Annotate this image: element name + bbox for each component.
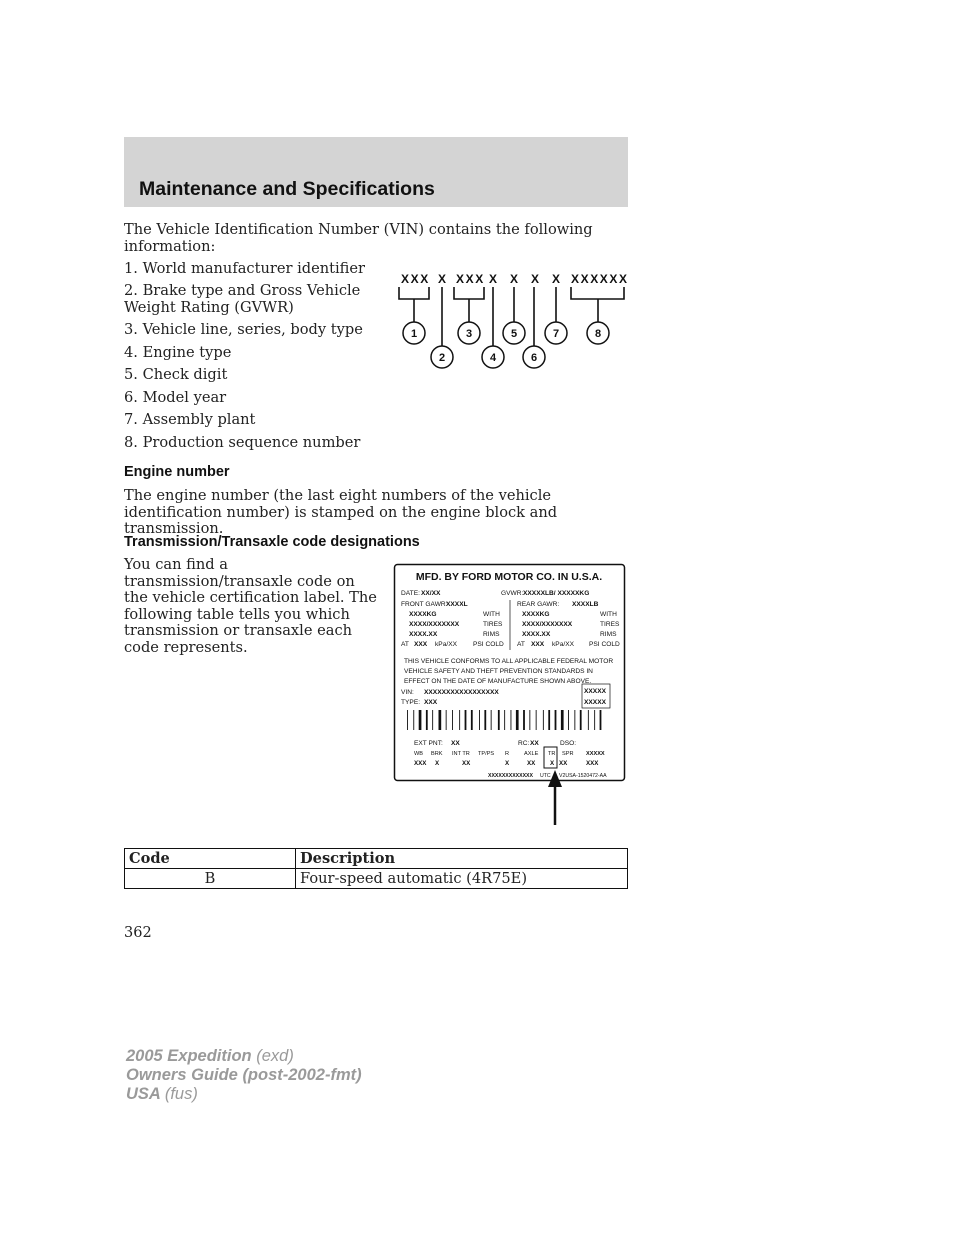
label-value: XXXXL bbox=[446, 601, 468, 608]
vin-list-item: 6. Model year bbox=[124, 389, 227, 406]
barcode-bar bbox=[413, 710, 414, 730]
footer-market: USA bbox=[126, 1085, 161, 1103]
vin-group: X bbox=[489, 272, 499, 286]
label-text: AT bbox=[401, 641, 409, 648]
barcode-bar bbox=[548, 710, 550, 730]
vin-intro: The Vehicle Identification Number (VIN) contains the following information: bbox=[124, 221, 593, 255]
footer-line bbox=[126, 1085, 198, 1104]
engine-text: The engine number (the last eight numbers of the vehicle identification number) is stamped on the engine block and transmission. bbox=[124, 487, 558, 537]
barcode-bar bbox=[580, 710, 582, 730]
label-value: XXXXXXXXXXXXX bbox=[488, 773, 533, 779]
label-value: XXXX.XX bbox=[522, 631, 551, 638]
label-text: TYPE: bbox=[401, 699, 421, 706]
barcode-bar bbox=[543, 710, 544, 730]
label-text: UTC bbox=[540, 773, 551, 779]
label-text: TP/PS bbox=[478, 751, 495, 757]
label-text: kPa/XX bbox=[552, 641, 574, 648]
label-text: RC: bbox=[518, 740, 530, 747]
label-value: XXX bbox=[586, 760, 599, 767]
barcode-bar bbox=[536, 710, 537, 730]
label-text: GVWR: bbox=[501, 590, 524, 597]
label-text: EXT PNT: bbox=[414, 740, 443, 747]
label-text: VEHICLE SAFETY AND THEFT PREVENTION STANDARDS IN bbox=[404, 668, 593, 675]
callout-number: 4 bbox=[489, 352, 497, 364]
label-text: R bbox=[505, 751, 510, 757]
barcode-bar bbox=[561, 710, 564, 730]
transmission-heading: Transmission/Transaxle code designations bbox=[124, 534, 420, 550]
transmission-text: You can find a transmission/transaxle code on the vehicle certification label. The following table tells you which transmission or transaxle each code represents. bbox=[124, 556, 377, 656]
footer-line bbox=[126, 1047, 294, 1066]
label-text: INT TR bbox=[452, 751, 470, 757]
vin-group: XXXXXX bbox=[571, 272, 629, 286]
vin-group: X bbox=[531, 272, 541, 286]
column-header-code: Code bbox=[125, 849, 296, 869]
callout-number: 3 bbox=[465, 328, 473, 340]
vin-diagram bbox=[392, 268, 632, 372]
vin-group: X bbox=[552, 272, 562, 286]
table-cell-description: Four-speed automatic (4R75E) bbox=[296, 869, 628, 889]
barcode-bar bbox=[568, 710, 569, 730]
label-text: TR bbox=[548, 751, 556, 757]
barcode-bar bbox=[471, 710, 473, 730]
label-value: XXXXX bbox=[584, 699, 606, 706]
barcode-bar bbox=[511, 710, 512, 730]
footer-model-code: (exd) bbox=[256, 1047, 294, 1065]
vin-list-item: 1. World manufacturer identifier bbox=[124, 260, 366, 277]
label-value: X bbox=[435, 760, 440, 767]
label-value: XXXXXLB/ XXXXXKG bbox=[523, 590, 590, 597]
label-value: XXXXX bbox=[584, 688, 606, 695]
label-value: XXXXKG bbox=[409, 611, 437, 618]
label-text: WB bbox=[414, 751, 424, 757]
callout-number: 6 bbox=[530, 352, 538, 364]
label-value: XXXXLB bbox=[572, 601, 599, 608]
label-value: XX bbox=[530, 740, 539, 747]
label-value: XXX bbox=[531, 641, 545, 648]
table-row bbox=[125, 869, 628, 889]
callout-number: 8 bbox=[594, 328, 602, 340]
label-text: SPR bbox=[562, 751, 574, 757]
label-text: RIMS bbox=[600, 631, 617, 638]
vin-group: X bbox=[510, 272, 520, 286]
vin-list-item: 4. Engine type bbox=[124, 344, 232, 361]
engine-heading: Engine number bbox=[124, 464, 230, 480]
callout-number: 5 bbox=[510, 328, 518, 340]
label-title: MFD. BY FORD MOTOR CO. IN U.S.A. bbox=[415, 571, 603, 583]
barcode-bar bbox=[452, 710, 453, 730]
callout-number: 1 bbox=[410, 328, 418, 340]
barcode-bar bbox=[504, 710, 505, 730]
column-header-description: Description bbox=[296, 849, 628, 869]
footer-market-code: (fus) bbox=[164, 1085, 198, 1103]
barcode-bar bbox=[407, 710, 408, 730]
label-text: AXLE bbox=[524, 751, 539, 757]
barcode-bar bbox=[594, 710, 595, 730]
vin-list-item: 3. Vehicle line, series, body type bbox=[124, 321, 363, 338]
table-cell-code: B bbox=[125, 869, 296, 889]
label-value: XXXX/XXXXXXX bbox=[522, 621, 573, 628]
barcode-bar bbox=[419, 710, 422, 730]
vin-list-item: 7. Assembly plant bbox=[124, 411, 256, 428]
label-value: XX bbox=[527, 760, 536, 767]
label-text: WITH bbox=[600, 611, 617, 618]
label-value: XXXXX bbox=[586, 751, 605, 757]
label-value: XX bbox=[462, 760, 471, 767]
certification-label bbox=[393, 563, 629, 828]
barcode-bar bbox=[479, 710, 480, 730]
label-text: THIS VEHICLE CONFORMS TO ALL APPLICABLE FEDERAL MOTOR bbox=[404, 658, 614, 665]
barcode-bar bbox=[484, 710, 486, 730]
barcode-bar bbox=[491, 710, 492, 730]
callout-number: 7 bbox=[552, 328, 560, 340]
label-value: X bbox=[550, 760, 555, 767]
barcode-bar bbox=[529, 710, 530, 730]
label-text: WITH bbox=[483, 611, 500, 618]
barcode-bar bbox=[426, 710, 428, 730]
barcode-bar bbox=[459, 710, 460, 730]
label-text: TIRES bbox=[483, 621, 503, 628]
barcode-bar bbox=[588, 710, 589, 730]
label-text: DSO: bbox=[560, 740, 577, 747]
label-value: XXXX.XX bbox=[409, 631, 438, 638]
label-text: PSI COLD bbox=[473, 641, 504, 648]
footer-guide: Owners Guide (post-2002-fmt) bbox=[126, 1066, 362, 1084]
label-text: AT bbox=[517, 641, 525, 648]
barcode-bar bbox=[600, 710, 602, 730]
barcode-bar bbox=[498, 710, 500, 730]
label-text: RIMS bbox=[483, 631, 500, 638]
label-text: EFFECT ON THE DATE OF MANUFACTURE SHOWN ABOVE. bbox=[404, 678, 592, 685]
label-text: FRONT GAWR: bbox=[401, 601, 448, 608]
vin-list-item: 8. Production sequence number bbox=[124, 434, 361, 451]
label-value: XX bbox=[451, 740, 460, 747]
barcode-bar bbox=[516, 710, 519, 730]
footer-line bbox=[126, 1066, 362, 1085]
label-value: XXX bbox=[424, 699, 438, 706]
barcode-bar bbox=[446, 710, 447, 730]
barcode-bar bbox=[574, 710, 575, 730]
vin-group: X bbox=[438, 272, 448, 286]
label-value: XX/XX bbox=[421, 590, 441, 597]
barcode-bar bbox=[465, 710, 467, 730]
barcode-bar bbox=[523, 710, 525, 730]
label-value: XXXXXXXXXXXXXXXXX bbox=[424, 689, 499, 696]
label-text: VIN: bbox=[401, 689, 414, 696]
label-text: V2USA-1520472-AA bbox=[559, 773, 607, 779]
label-value: X bbox=[505, 760, 510, 767]
callout-number: 2 bbox=[438, 352, 446, 364]
vin-group: XXX bbox=[401, 272, 430, 286]
barcode-bar bbox=[432, 710, 433, 730]
label-text: TIRES bbox=[600, 621, 620, 628]
barcode-bar bbox=[439, 710, 442, 730]
code-table bbox=[124, 848, 628, 889]
label-value: XXXXKG bbox=[522, 611, 550, 618]
label-text: kPa/XX bbox=[435, 641, 457, 648]
barcode-bar bbox=[555, 710, 557, 730]
vin-list-item: 2. Brake type and Gross Vehicle Weight Rating (GVWR) bbox=[124, 282, 361, 316]
label-value: XX bbox=[559, 760, 568, 767]
label-value: XXXX/XXXXXXX bbox=[409, 621, 460, 628]
label-value: XXX bbox=[414, 760, 427, 767]
vin-list-item: 5. Check digit bbox=[124, 366, 228, 383]
page-number: 362 bbox=[124, 925, 152, 941]
label-text: PSI COLD bbox=[589, 641, 620, 648]
page-title: Maintenance and Specifications bbox=[139, 178, 435, 200]
vin-group: XXX bbox=[456, 272, 485, 286]
label-value: XXX bbox=[414, 641, 428, 648]
label-text: BRK bbox=[431, 751, 443, 757]
label-text: DATE: bbox=[401, 590, 420, 597]
label-text: REAR GAWR: bbox=[517, 601, 560, 608]
footer-model: 2005 Expedition bbox=[126, 1047, 252, 1065]
